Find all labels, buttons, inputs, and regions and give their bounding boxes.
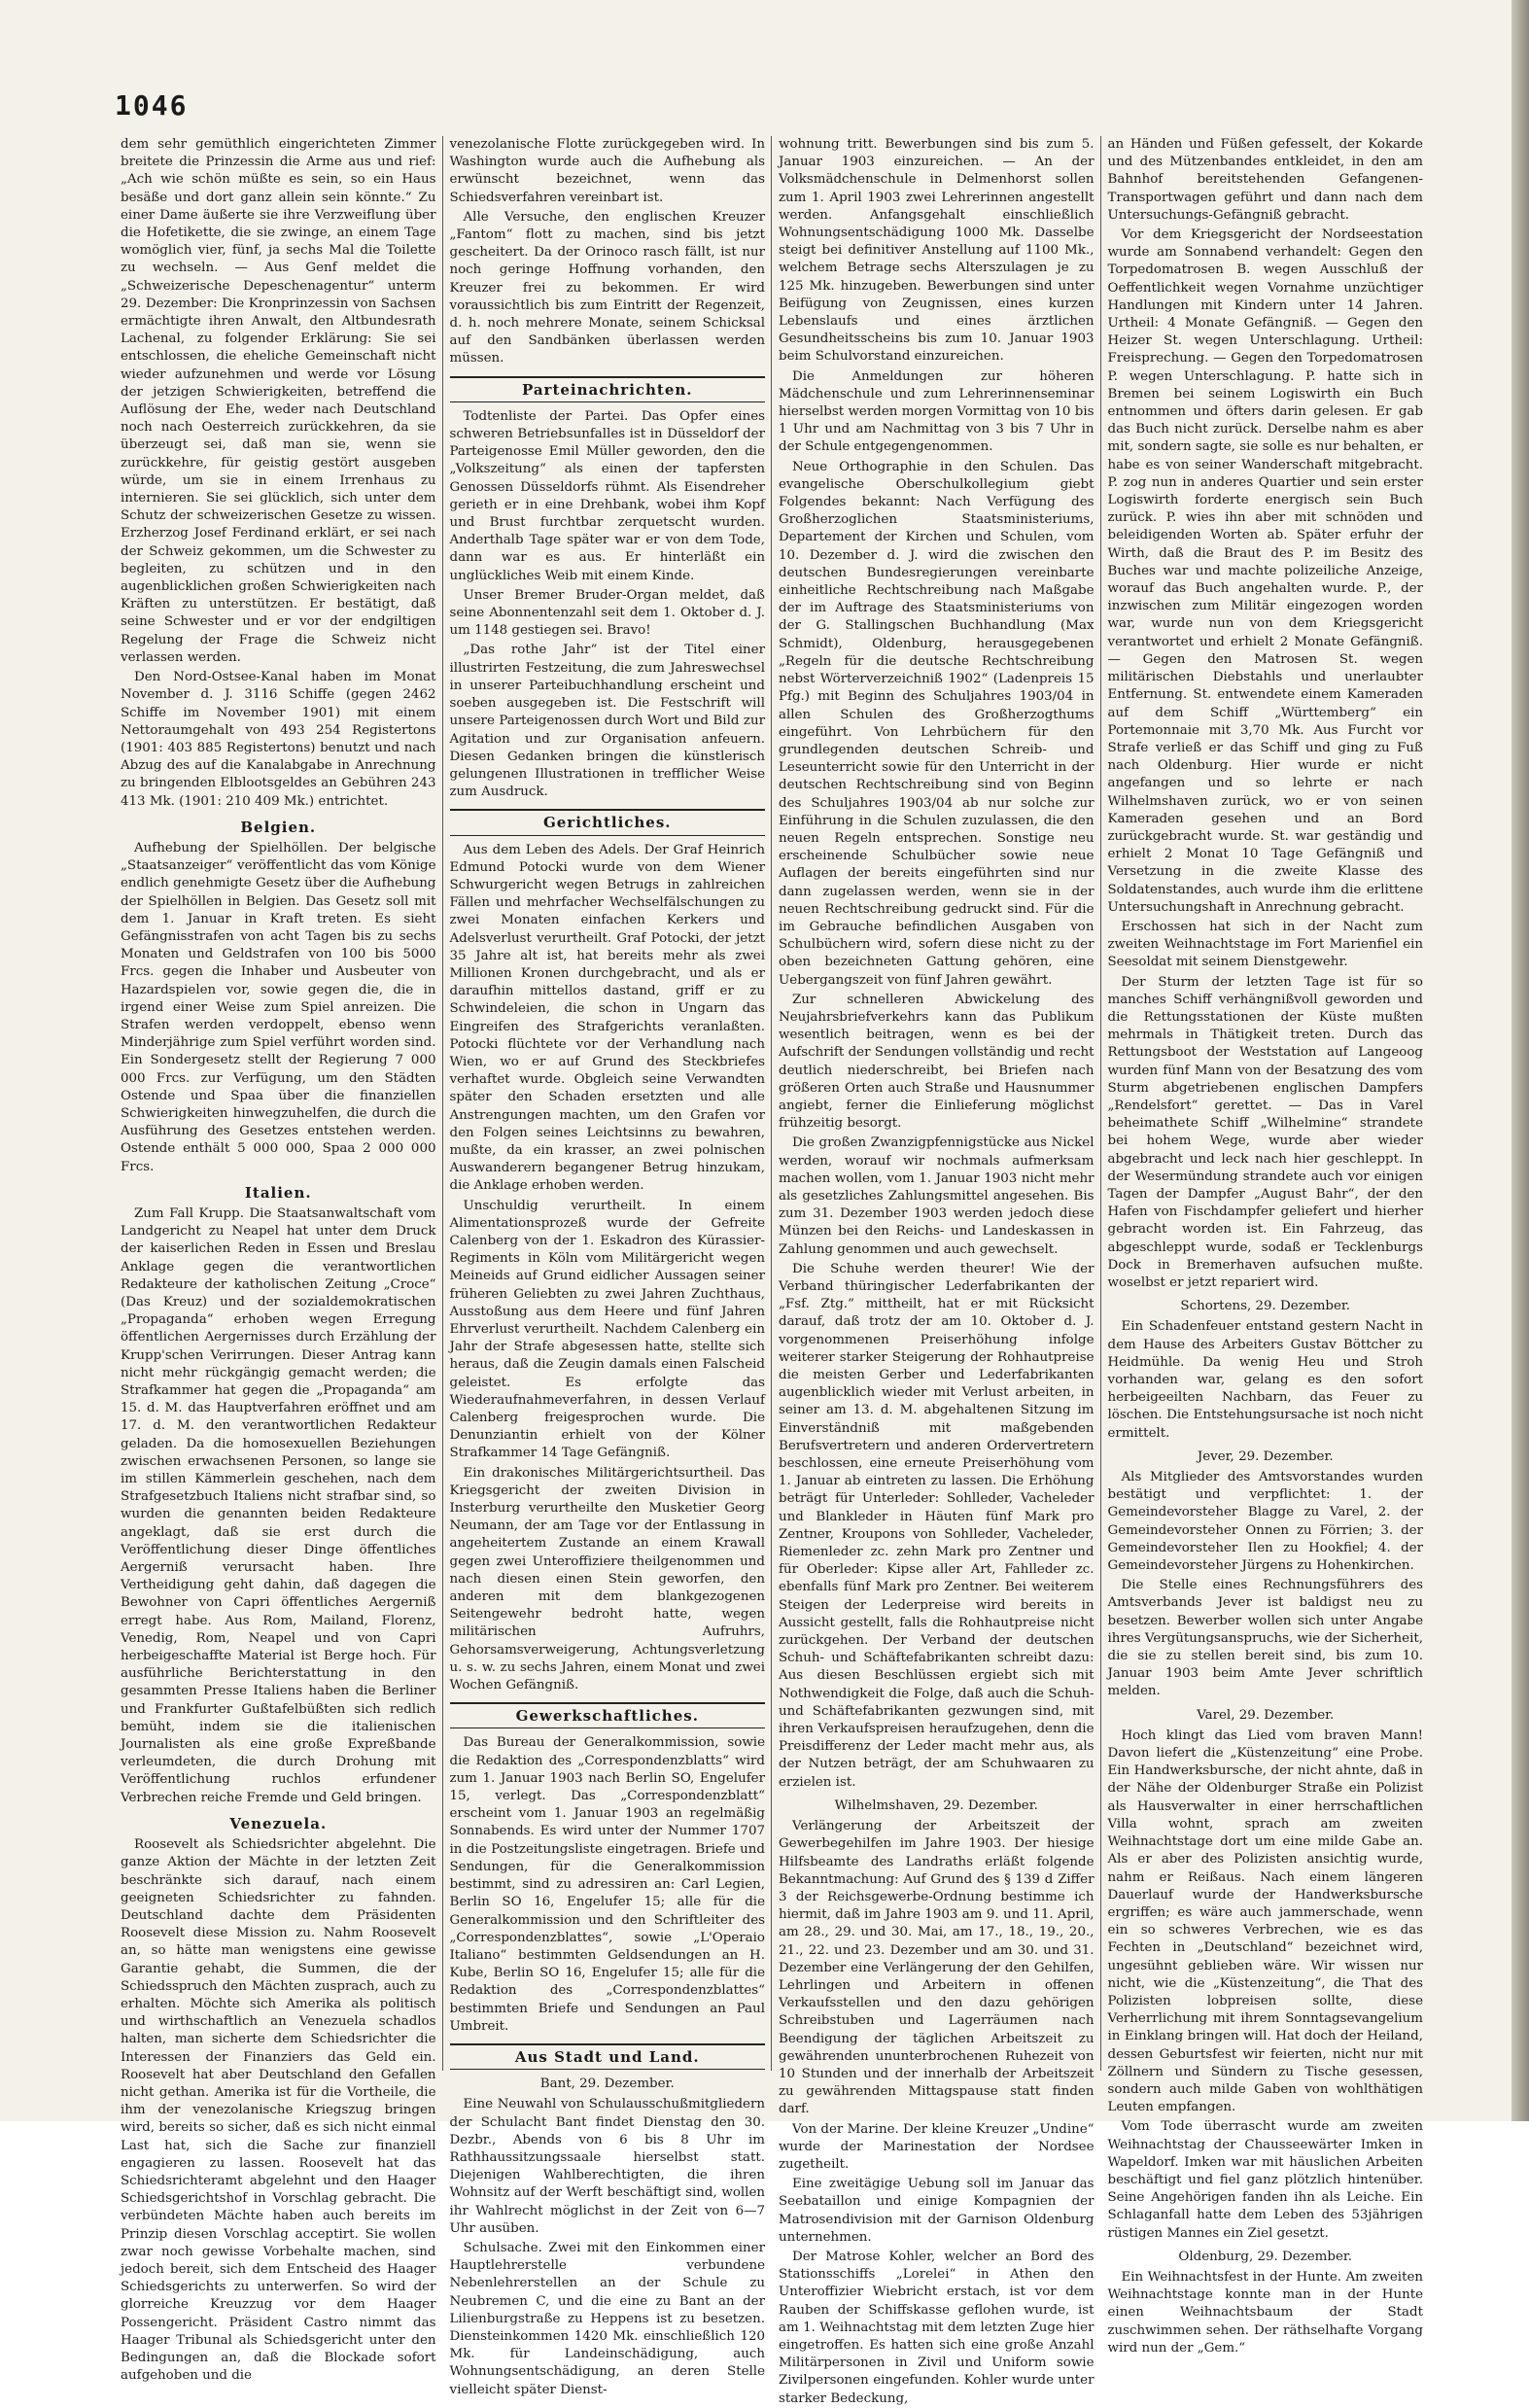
- section-heading: Gewerkschaftliches.: [450, 1702, 766, 1728]
- scan-edge: [1512, 0, 1529, 2121]
- article-paragraph: Zur schnelleren Abwickelung des Neujahrsbriefverkehrs kann das Publikum wesentlich beitragen, wenn es bei der Aufschrift der Sendungen vollständig und recht deutlich niederschreibt, bei Briefen nach größeren Orten auch Straße und Hausnummer angiebt, ferner die Einlieferung möglichst frühzeitig besorgt.: [779, 992, 1095, 1132]
- article-columns: [121, 136, 1423, 2406]
- article-paragraph: Der Matrose Kohler, welcher an Bord des Stationsschiffs „Lorelei“ in Athen den Unteroffizier Wiebricht erstach, ist vor dem Rauben der Schiffskasse geflohen wurde, ist am 1. Weihnachtstag mit dem letzten Zuge hier eingetroffen. Es hatten sich eine große Anzahl Militärpersonen in Zivil und Uniform sowie Zivilpersonen eingefunden. Kohler wurde unter starker Bedeckung,: [779, 2249, 1095, 2406]
- dateline: Oldenburg, 29. Dezember.: [1178, 2249, 1353, 2264]
- article-paragraph: Aus dem Leben des Adels. Der Graf Heinrich Edmund Potocki wurde von dem Wiener Schwurgericht wegen Betrugs in zahlreichen Fällen und mehrfacher Wechselfälschungen zu zwei Monaten einfachen Kerkers und Adelsverlust verurtheilt. Graf Potocki, der jetzt 35 Jahre alt ist, hat bereits mehr als zwei Millionen Kronen durchgebracht, und als er daraufhin mittellos dastand, griff er zu Schwindeleien, die schon in Ungarn das Eingreifen des Strafgerichts veranlaßten. Potocki flüchtete vor der Verhandlung nach Wien, wo er auf Grund des Steckbriefes verhaftet wurde. Obgleich seine Verwandten später den Schaden ersetzten und alle Anstrengungen machten, um den Grafen vor den Folgen seines Leichtsinns zu bewahren, mußte, da ein krasser, an zwei polnischen Auswanderern begangener Betrug hinzukam, die Anklage erhoben werden.: [449, 842, 765, 1194]
- article-paragraph: Ein Schadenfeuer entstand gestern Nacht in dem Hause des Arbeiters Gustav Böttcher zu Heidmühle. Da wenig Heu und Stroh vorhanden war, gelang es den sofort herbeigeeilten Nachbarn, das Feuer zu löschen. Die Entstehungsursache ist noch nicht ermittelt.: [1107, 1319, 1423, 1441]
- article-paragraph: Ein drakonisches Militärgerichtsurtheil. Das Kriegsgericht der zweiten Division in Insterburg verurtheilte den Musketier Georg Neumann, der am Tage vor der Entlassung in angeheitertem Zustande an einem Krawall gegen zwei Unteroffiziere theilgenommen und nach diesen einen Stein geworfen, den anderen mit dem blankgezogenen Seitengewehr bedroht hatte, wegen militärischen Aufruhrs, Gehorsamsverweigerung, Achtungsverletzung u. s. w. zu sechs Jahren, einem Monat und zwei Wochen Gefängniß.: [449, 1465, 765, 1693]
- section-heading: Venezuela.: [229, 1814, 328, 1832]
- article-paragraph: Vom Tode überrascht wurde am zweiten Weihnachtstag der Chausseewärter Imken in Wapeldorf. Imken war mit häuslichen Arbeiten beschäftigt und fiel ganz plötzlich hintenüber. Seine Angehörigen fanden ihn als Leiche. Ein Schlaganfall hatte dem Leben des 53jährigen rüstigen Mannes ein Ziel gesetzt.: [1107, 2119, 1423, 2241]
- article-paragraph: Schulsache. Zwei mit den Einkommen einer Hauptlehrerstelle verbundene Nebenlehrerstellen an der Schule zu Neubremen C, und die eine zu Bant an der Lilienburgstraße zu Heppens ist zu besetzen. Diensteinkommen 1420 Mk. einschließlich 120 Mk. für Landeinschädigung, auch Wohnungsentschädigung, an deren Stelle vielleicht später Dienst-: [449, 2240, 765, 2397]
- article-paragraph: Ein Weihnachtsfest in der Hunte. Am zweiten Weihnachtstage konnte man in der Hunte einen Weihnachtsbaum der Stadt zuschwimmen sehen. Der räthselhafte Vorgang wird nun der „Gem.“: [1107, 2269, 1423, 2356]
- section-heading: Belgien.: [240, 818, 317, 836]
- page-number: 1046: [115, 89, 189, 122]
- column-2: [449, 136, 766, 2397]
- column-1: [121, 136, 436, 2384]
- article-paragraph: Die Anmeldungen zur höheren Mädchenschule und zum Lehrerinnenseminar hierselbst werden morgen Vormittag von 10 bis 1 Uhr und am Nachmittag von 3 bis 7 Uhr in der Schule entgegengenommen.: [779, 368, 1095, 455]
- section-heading: Aus Stadt und Land.: [450, 2043, 766, 2070]
- article-paragraph: Vor dem Kriegsgericht der Nordseestation wurde am Sonnabend verhandelt: Gegen den Torpedomatrosen B. wegen Ausschluß der Oeffentlichkeit wegen Vornahme unzüchtiger Handlungen mit Kindern unter 14 Jahren. Urtheil: 4 Monate Gefängniß. — Gegen den Heizer St. wegen Unterschlagung. Urtheil: Freisprechung. — Gegen den Torpedomatrosen P. wegen Unterschlagung. P. hatte sich in Bremen bei seinem Logiswirth ein Buch entnommen und öfters darin gelesen. Er gab das Buch nicht zurück. Derselbe nahm es aber mit, sondern sagte, sie solle es nur behalten, er habe es von seiner Wanderschaft mitgebracht. P. zog nun in anderes Quartier und sein erster Logiswirth forderte energisch sein Buch zurück. P. wies ihn aber mit schnöden und beleidigenden Worten ab. Später erfuhr der Wirth, daß die Braut des P. im Besitz des Buches war und machte polizeiliche Anzeige, worauf das Buch angehalten wurde. P., der inzwischen zum Militär eingezogen worden war, wurde nun von dem Kriegsgericht verantwortet und erhielt 2 Monate Gefängniß. — Gegen den Matrosen St. wegen militärischen Diebstahls und unerlaubter Entfernung. St. entwendete einem Kameraden auf dem Schiff „Württemberg“ ein Portemonnaie mit 3,70 Mk. Aus Furcht vor Strafe verließ er das Schiff und ging zu Fuß nach Oldenburg. Hier wurde er nicht angefangen und so lehrte er nach Wilhelmshaven zurück, wo er von seinen Kameraden gesehen und an Bord zurückgebracht wurde. St. war geständig und erhielt 2 Monat 10 Tage Gefängniß und Versetzung in die zweite Klasse des Soldatenstandes, auch wurde ihm die erlittene Untersuchungshaft in Anrechnung gebracht.: [1107, 227, 1423, 915]
- article-paragraph: Den Nord-Ostsee-Kanal haben im Monat November d. J. 3116 Schiffe (gegen 2462 Schiffe im November 1901) mit einem Nettoraumgehalt von 493 254 Registertons (1901: 403 885 Registertons) benutzt und nach Abzug des auf die Kanalabgabe in Anrechnung zu bringenden Elblootsgeldes an Gebühren 243 413 Mk. (1901: 210 409 Mk.) entrichtet.: [121, 670, 436, 809]
- article-paragraph: Das Bureau der Generalkommission, sowie die Redaktion des „Correspondenzblatts“ wird zum 1. Januar 1903 nach Berlin SO, Engelufer 15, verlegt. Das „Correspondenzblatt“ erscheint vom 1. Januar 1903 an regelmäßig Sonnabends. Es wird unter der Nummer 1707 in die Postzeitungsliste eingetragen. Briefe und Sendungen, für die Generalkommission bestimmt, sind zu adressiren an: Carl Legien, Berlin SO 16, Engelufer 15; alle für die Generalkommission und den Schriftleiter des „Correspondenzblattes“, sowie „L'Operaio Italiano“ bestimmten Geldsendungen an H. Kube, Berlin SO 16, Engelufer 15; alle für die Redaktion des „Correspondenzblattes“ bestimmten Briefe und Sendungen an Paul Umbreit.: [449, 1735, 765, 2034]
- dateline: Jever, 29. Dezember.: [1197, 1448, 1334, 1464]
- article-paragraph: Die Schuhe werden theurer! Wie der Verband thüringischer Lederfabrikanten der „Fsf. Ztg.“ mittheilt, hat er mit Rücksicht darauf, daß trotz der am 10. Oktober d. J. vorgenommenen Preiserhöhung infolge weiterer starker Steigerung der Rohhautpreise die meisten Gerber und Lederfabrikanten augenblicklich wieder mit Verlust arbeiten, in seiner am 13. d. M. abgehaltenen Sitzung im Einverständniß mit maßgebenden Berufsvertretern und anderen Ordervertretern beschlossen, eine erneute Preiserhöhung vom 1. Januar ab eintreten zu lassen. Die Erhöhung beträgt für Unterleder: Sohlleder, Vacheleder und Blankleder in Häuten fünf Mark pro Zentner, Kroupons von Sohlleder, Vacheleder, Riemenleder zc. zehn Mark pro Zentner und für Oberleder: Kipse aller Art, Fahlleder zc. ebenfalls fünf Mark pro Zentner. Bei weiterem Steigen der Lederpreise wird bereits in Aussicht gestellt, falls die Rohhautpreise nicht zurückgehen. Der Verband der deutschen Schuh- und Schäftefabrikanten schreibt dazu: Aus diesen Beschlüssen ergiebt sich mit Nothwendigkeit die Folge, daß auch die Schuh- und Schäftefabrikanten gezwungen sind, mit ihren Verkaufspreisen heraufzugehen, denn die Preisdifferenz der Leder macht mehr aus, als der Nutzen beträgt, der am Schuhwaaren zu erzielen ist.: [779, 1261, 1095, 1790]
- article-paragraph: Erschossen hat sich in der Nacht zum zweiten Weihnachtstage im Fort Marienfiel ein Seesoldat mit seinem Dienstgewehr.: [1107, 919, 1423, 970]
- article-paragraph: Zum Fall Krupp. Die Staatsanwaltschaft vom Landgericht zu Neapel hat unter dem Druck der kaiserlichen Reden in Essen und Breslau Anklage gegen die verantwortlichen Redakteure der katholischen Zeitung „Croce“ (Das Kreuz) und der sozialdemokratischen „Propaganda“ erhoben wegen Erregung öffentlichen Aergernisses durch Erzählung der Krupp'schen Verirrungen. Dieser Antrag kann nicht mehr rückgängig gemacht werden; die Strafkammer hat gegen die „Propaganda“ am 15. d. M. das Hauptverfahren eröffnet und am 17. d. M. den verantwortlichen Redakteur geladen. Da die homosexuellen Beziehungen zwischen erwachsenen Personen, so lange sie im stillen Kämmerlein geschehen, nach dem Strafgesetzbuch Italiens nicht strafbar sind, so wurden die genannten beiden Redakteure angeklagt, daß sie erst durch die Veröffentlichung dieser Dinge öffentliches Aergerniß verursacht haben. Ihre Vertheidigung geht dahin, daß dagegen die Bewohner von Capri öffentliches Aergerniß erregt habe. Aus Rom, Mailand, Florenz, Venedig, Rom, Neapel und von Capri herbeigeschaffte Material ist Berge hoch. Für ausführliche Berichterstattung in den gesammten Presse Italiens haben die Berliner und Frankfurter Gußtafelbüßten sich redlich bemüht, indem sie die italienischen Journalisten als eine große Expreßbande verleumdeten, die durch Drohung mit Veröffentlichung ruchlos erfundener Verbrechen reiche Fremde und Geld bringen.: [121, 1205, 436, 1805]
- article-paragraph: Neue Orthographie in den Schulen. Das evangelische Oberschulkollegium giebt Folgendes bekannt: Nach Verfügung des Großherzoglichen Staatsministeriums, Departement der Kirchen und Schulen, vom 10. Dezember d. J. wird die zwischen den deutschen Bundesregierungen vereinbarte einheitliche Rechtschreibung nach Maßgabe der im Auftrage des Staatsministeriums von der G. Stallingschen Buchhandlung (Max Schmidt), Oldenburg, herausgegebenen „Regeln für die deutsche Rechtschreibung nebst Wörterverzeichniß 1902“ (Ladenpreis 15 Pfg.) mit Beginn des Schuljahres 1903/04 in allen Schulen des Großherzogthums eingeführt. Von Lehrbüchern für den grundlegenden deutschen Schreib- und Leseunterricht sowie für den Unterricht in der deutschen Rechtschreibung sind von Beginn des Schuljahres 1903/04 ab nur solche zur Einführung in die Schulen zuzulassen, die den neuen Regeln entsprechen. Sonstige neu erscheinende Schulbücher sowie neue Auflagen der bereits eingeführten sind nur dann zugelassen werden, wenn sie in der neuen Rechtschreibung gedruckt sind. Für die im Gebrauche befindlichen Ausgaben von Schulbüchern wird, sofern diese nicht zu der oben bezeichneten Gattung gehören, eine Uebergangszeit von fünf Jahren gewährt.: [779, 459, 1095, 988]
- column-4: [1107, 136, 1424, 2356]
- article-paragraph: Die großen Zwanzigpfennigstücke aus Nickel werden, worauf wir nochmals aufmerksam machen wollen, vom 1. Januar 1903 nicht mehr als gesetzliches Zahlungsmittel angesehen. Bis zum 31. Dezember 1903 werden jedoch diese Münzen bei den Reichs- und Landeskassen in Zahlung genommen und auch gewechselt.: [779, 1135, 1095, 1257]
- article-paragraph: Von der Marine. Der kleine Kreuzer „Undine“ wurde der Marinestation der Nordsee zugetheilt.: [779, 2121, 1095, 2172]
- article-paragraph: Unschuldig verurtheilt. In einem Alimentationsprozeß wurde der Gefreite Calenberg von der 1. Eskadron des Kürassier-Regiments in Köln vom Militärgericht wegen Meineids auf Grund eidlicher Aussagen seiner früheren Geliebten zu zwei Jahren Zuchthaus, Ausstoßung aus dem Heere und fünf Jahren Ehrverlust verurtheilt. Nachdem Calenberg ein Jahr der Strafe abgesessen hatte, stellte sich heraus, daß die Zeugin damals einen Falscheid geleistet. Es erfolgte das Wiederaufnahmeverfahren, in dessen Verlauf Calenberg freigesprochen wurde. Die Denunziantin erhielt von der Kölner Strafkammer 14 Tage Gefängniß.: [449, 1198, 765, 1461]
- dateline: Varel, 29. Dezember.: [1197, 1707, 1335, 1723]
- article-paragraph: Roosevelt als Schiedsrichter abgelehnt. Die ganze Aktion der Mächte in der letzten Zeit beschränkte sich darauf, nach einem geeigneten Schiedsrichter zu fahnden. Deutschland dachte dem Präsidenten Roosevelt diese Mission zu. Nahm Roosevelt an, so hätte man wenigstens eine gewisse Garantie gehabt, die Summen, die der Schiedsspruch den Mächten zusprach, auch zu erhalten. Möchte sich Amerika als politisch und wirthschaftlich an Venezuela schadlos halten, man sicherte dem Schiedsrichter die Interessen der Finanziers das Geld ein. Roosevelt hat aber Deutschland den Gefallen nicht gethan. Amerika ist für die Vortheile, die ihm der venezolanische Kriegszug bringen wird, bereits so sicher, daß es sich nicht einmal Last hat, sich die Sache zur finanziell engagieren zu lassen. Roosevelt hat das Schiedsrichteramt abgelehnt und den Haager Schiedsgerichtshof in Vorschlag gebracht. Die verbündeten Mächte haben auch bereits im Prinzip diesen Vorschlag acceptirt. Sie wollen zwar noch gewisse Vorbehalte machen, sind jedoch bereit, sich dem Entscheid des Haager Schiedsgerichts zu unterwerfen. So wird der glorreiche Kreuzzug vor dem Haager Possengericht. Präsident Castro nimmt das Haager Tribunal als Schiedsgericht unter den Bedingungen an, daß die Blockade sofort aufgehoben und die: [121, 1837, 436, 2384]
- dateline: Bant, 29. Dezember.: [539, 2076, 675, 2092]
- article-paragraph: Alle Versuche, den englischen Kreuzer „Fantom“ flott zu machen, sind bis jetzt gescheitert. Da der Orinoco rasch fällt, ist nur noch geringe Hoffnung vorhanden, den Kreuzer frei zu bekommen. Er wird voraussichtlich bis zum Eintritt der Regenzeit, d. h. noch mehrere Monate, seinem Schicksal auf den Sandbänken überlassen werden müssen.: [449, 209, 765, 366]
- section-heading: Gerichtliches.: [450, 809, 766, 835]
- article-paragraph: Todtenliste der Partei. Das Opfer eines schweren Betriebsunfalles ist in Düsseldorf der Parteigenosse Emil Müller geworden, den die „Volkszeitung“ als einen der tapfersten Genossen Düsseldorfs rühmt. Als Eisendreher gerieth er in eine Drehbank, wobei ihm Kopf und Brust furchtbar zerquetscht wurden. Anderthalb Tage später war er von dem Tode, dann war es aus. Er hinterläßt ein unglückliches Weib mit einem Kinde.: [449, 408, 765, 583]
- column-3: [779, 136, 1095, 2406]
- article-paragraph: Verlängerung der Arbeitszeit der Gewerbegehilfen im Jahre 1903. Der hiesige Hilfsbeamte des Landraths erläßt folgende Bekanntmachung: Auf Grund des § 139 d Ziffer 3 der Reichsgewerbe-Ordnung bestimme ich hiermit, daß im Jahre 1903 am 9. und 11. April, am 28., 29. und 30. Mai, am 17., 18., 19., 20., 21., 22. und 23. Dezember und am 30. und 31. Dezember eine Verlängerung der den Gehilfen, Lehrlingen und Arbeitern in offenen Verkaufsstellen und den dazu gehörigen Schreibstuben und Lagerräumen nach Beendigung der täglichen Arbeitszeit zu gewährenden ununterbrochenen Ruhezeit von 10 Stunden und der innerhalb der Arbeitszeit zu gewährenden Mittagspause statt finden darf.: [779, 1819, 1095, 2117]
- dateline: Wilhelmshaven, 29. Dezember.: [834, 1797, 1038, 1813]
- article-paragraph: Der Sturm der letzten Tage ist für so manches Schiff verhängnißvoll geworden und die Rettungsstationen der Küste mußten mehrmals in Thätigkeit treten. Durch das Rettungsboot der Weststation auf Langeoog wurden fünf Mann von der Besatzung des vom Sturm abgetriebenen englischen Dampfers „Rendelsfort“ gerettet. — Das in Varel beheimathete Schiff „Wilhelmine“ strandete bei hohem Wege, wurde aber wieder abgebracht und leck nach hier geschleppt. In der Wesermündung strandete auch vor einigen Tagen der Dampfer „August Bahr“, der den Hafen von Fischdampfer geliefert und hierher gebracht worden ist. Ein Fahrzeug, das abgeschleppt wurde, sodaß er Tecklenburgs Dock in Bremerhaven aufsuchen mußte. woselbst er jetzt repariert wird.: [1107, 974, 1423, 1290]
- article-paragraph: an Händen und Füßen gefesselt, der Kokarde und des Mützenbandes entkleidet, in den am Bahnhof bereitstehenden Gefangenen-Transportwagen geführt und dann nach dem Untersuchungs-Gefängniß gebracht.: [1107, 137, 1423, 223]
- article-paragraph: Aufhebung der Spielhöllen. Der belgische „Staatsanzeiger“ veröffentlicht das vom Könige endlich genehmigte Gesetz über die Aufhebung der Spielhöllen in Belgien. Das Gesetz soll mit dem 1. Januar in Kraft treten. Es sieht Gefängnisstrafen von acht Tagen bis zu sechs Monaten und Geldstrafen von 100 bis 5000 Frcs. gegen die Inhaber und Ausbeuter von Hazardspielen vor, sowie gegen die, die in irgend einer Weise zum Spiel anreizen. Die Strafen werden verdoppelt, ebenso wenn Minderjährige zum Spiel verführt worden sind. Ein Sondergesetz stellt der Regierung 7 000 000 Frcs. zur Verfügung, um den Städten Ostende und Spaa über die finanziellen Schwierigkeiten hinwegzuhelfen, die durch die Ausführung des Gesetzes entstehen werden. Ostende enthält 5 000 000, Spaa 2 000 000 Frcs.: [121, 840, 436, 1174]
- article-paragraph: wohnung tritt. Bewerbungen sind bis zum 5. Januar 1903 einzureichen. — An der Volksmädchenschule in Delmenhorst sollen zum 1. April 1903 zwei Lehrerinnen angestellt werden. Anfangsgehalt einschließlich Wohnungsentschädigung 1000 Mk. Dasselbe steigt bei definitiver Anstellung auf 1100 Mk., welchem Betrage sechs Alterszulagen je zu 125 Mk. hinzugeben. Bewerbungen sind unter Beifügung von Zeugnissen, eines kurzen Lebenslaufs und eines ärztlichen Gesundheitsscheins bis zum 10. Januar 1903 beim Schulvorstand einzureichen.: [779, 137, 1095, 365]
- article-paragraph: Eine zweitägige Uebung soll im Januar das Seebataillon und einige Kompagnien der Matrosendivision mit der Garnison Oldenburg unternehmen.: [779, 2177, 1095, 2245]
- section-heading: Parteinachrichten.: [450, 376, 766, 402]
- article-paragraph: Hoch klingt das Lied vom braven Mann! Davon liefert die „Küstenzeitung“ eine Probe. Ein Handwerksbursche, der nicht ahnte, daß in der Nähe der Oldenburger Straße ein Polizist als Hausverwalter in einer herrschaftlichen Villa wohnt, sprach am zweiten Weihnachtstage dort um eine milde Gabe an. Als er aber des Polizisten ansichtig wurde, nahm er Reißaus. Nach einem längeren Dauerlauf wurde der Handwerksbursche ergriffen; es wäre auch jammerschade, wenn ein so schweres Verbrechen, wie es das Fechten in „Deutschland“ bezeichnet wird, ungesühnt geblieben wäre. Wir wissen nur nicht, wie die „Küstenzeitung“, die That des Polizisten lobpreisen sollte, diese Verherrlichung mit ihrem Sonntagsevangelium in Einklang bringen will. Hat doch der Heiland, dessen Geburtsfest wir feierten, nicht nur mit Zöllnern und Sündern zu Tische gesessen, sondern auch milde Gaben von wohlthätigen Leuten empfangen.: [1107, 1727, 1423, 2115]
- article-paragraph: „Das rothe Jahr“ ist der Titel einer illustrirten Festzeitung, die zum Jahreswechsel in unserer Parteibuchhandlung erscheint und soeben ausgegeben ist. Die Festschrift will unsere Parteigenossen durch Wort und Bild zur Agitation und zur Organisation anfeuern. Diesen Gedanken bringen die künstlerisch gelungenen Illustrationen in trefflicher Weise zum Ausdruck.: [449, 643, 765, 800]
- article-paragraph: Die Stelle eines Rechnungsführers des Amtsverbands Jever ist baldigst neu zu besetzen. Bewerber wollen sich unter Angabe ihres Vergütungsanspruchs, wie der Sicherheit, die sie zu stellen bereit sind, bis zum 10. Januar 1903 beim Amte Jever schriftlich melden.: [1107, 1578, 1423, 1699]
- article-paragraph: Unser Bremer Bruder-Organ meldet, daß seine Abonnentenzahl seit dem 1. Oktober d. J. um 1148 gestiegen sei. Bravo!: [449, 587, 765, 639]
- article-paragraph: dem sehr gemüthlich eingerichteten Zimmer breitete die Prinzessin die Arme aus und rief: „Ach wie schön müßte es sein, so ein Haus besäße und dort ganz allein sein könnte.“ Zu einer Dame äußerte sie ihre Verzweiflung über die Hofetikette, die sie zwinge, an einem Tage womöglich vier, fünf, ja sechs Mal die Toilette zu wechseln. — Aus Genf meldet die „Schweizerische Depeschenagentur“ unterm 29. Dezember: Die Kronprinzessin von Sachsen ermächtigte ihren Anwalt, den Altbundesrath Lachenal, zu folgender Erklärung: Sie sei entschlossen, die eheliche Gemeinschaft nicht wieder aufzunehmen und werde vor Lösung der jetzigen Schwierigkeiten, betreffend die Auflösung der Ehe, weder nach Deutschland noch nach Oesterreich zurückkehren, da sie überzeugt sei, daß man sie, wenn sie zurückkehre, für geistig gestört ausgeben würde, um sie in einem Irrenhaus zu internieren. Sie sei glücklich, sich unter dem Schutz der schweizerischen Gesetze zu wissen. Erzherzog Josef Ferdinand erklärt, er sei nach der Schweiz gekommen, um die Schwester zu begleiten, zu schützen und in den augenblicklichen großen Schwierigkeiten nach Kräften zu unterstützen. Er bestätigt, daß seine Schwester und er vor der endgiltigen Regelung der Frage die Schweiz nicht verlassen werden.: [121, 137, 436, 665]
- dateline: Schortens, 29. Dezember.: [1180, 1299, 1351, 1314]
- article-paragraph: venezolanische Flotte zurückgegeben wird. In Washington wurde auch die Aufhebung als erwünscht bezeichnet, wenn das Schiedsverfahren vereinbart ist.: [449, 137, 765, 205]
- article-paragraph: Als Mitglieder des Amtsvorstandes wurden bestätigt und verpflichtet: 1. der Gemeindevorsteher Blagge zu Varel, 2. der Gemeindevorsteher Onnen zu Förrien; 3. der Gemeindevorsteher Ilen zu Hookfiel; 4. der Gemeindevorsteher Jürgens zu Hohenkirchen.: [1107, 1470, 1423, 1574]
- article-paragraph: Eine Neuwahl von Schulausschußmitgliedern der Schulacht Bant findet Dienstag den 30. Dezbr., Abends von 6 bis 8 Uhr im Rathhaussitzungssaale hierselbst statt. Diejenigen Wahlberechtigten, die ihren Wohnsitz auf der Werft beschäftigt sind, wollen ihr Wahlrecht möglichst in der Zeit von 6—7 Uhr ausüben.: [449, 2097, 765, 2236]
- section-heading: Italien.: [244, 1183, 312, 1202]
